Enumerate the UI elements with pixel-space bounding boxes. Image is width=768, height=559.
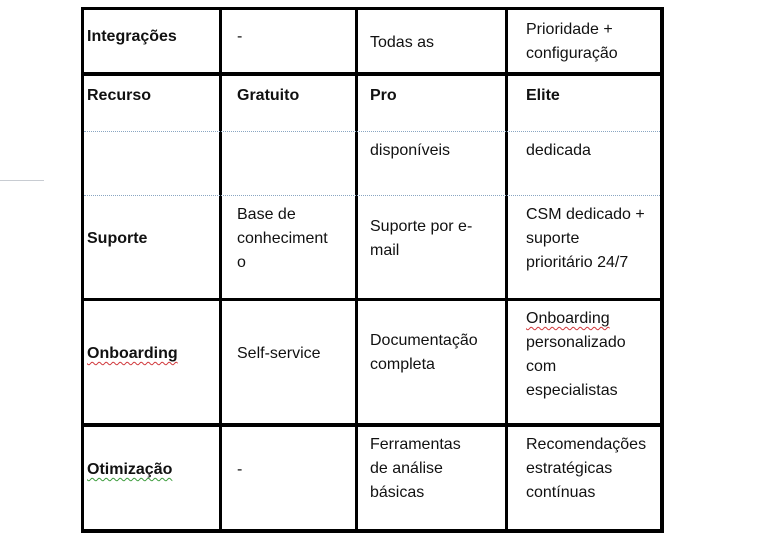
table-rule-2 <box>81 298 664 301</box>
cell-line: Prioridade + <box>526 21 613 38</box>
cell-otimizacao-elite <box>526 433 646 505</box>
header-recurso: Recurso <box>87 87 152 104</box>
cell-line: Base de <box>237 206 296 223</box>
cell-line: configuração <box>526 45 618 62</box>
cell-line: de análise <box>370 460 443 477</box>
table-rule-1 <box>81 72 664 76</box>
page-break-guide-2 <box>84 195 660 196</box>
cell-line: Recomendações <box>526 436 647 453</box>
table-divider-1 <box>219 7 222 533</box>
cell-onboarding-pro <box>370 329 478 377</box>
cell-line: conheciment <box>237 230 328 247</box>
cell-line: mail <box>370 242 400 259</box>
cell-suporte-elite <box>526 203 645 275</box>
table-rule-3 <box>81 423 664 427</box>
cell-integracoes-gratuito: - <box>237 28 243 45</box>
table-border-bottom <box>81 529 664 533</box>
cell-continuation-pro: disponíveis <box>370 142 451 159</box>
header-gratuito: Gratuito <box>237 87 300 104</box>
table-border-top <box>81 7 664 10</box>
cell-otimizacao-pro <box>370 433 461 505</box>
page-break-guide-1 <box>84 131 660 132</box>
cell-line: especialistas <box>526 382 618 399</box>
cell-onboarding-elite <box>526 307 626 403</box>
cell-line: básicas <box>370 484 425 501</box>
cell-line: estratégicas <box>526 460 613 477</box>
cell-line: personalizado <box>526 334 626 351</box>
cell-suporte-pro <box>370 215 486 263</box>
row-label-onboarding: Onboarding <box>87 345 178 362</box>
table-border-right <box>660 7 664 533</box>
table-divider-3 <box>505 7 508 533</box>
cell-suporte-gratuito <box>237 203 328 275</box>
cell-line: CSM dedicado + <box>526 206 645 223</box>
cell-line: o <box>237 254 246 271</box>
cell-continuation-elite: dedicada <box>526 142 591 159</box>
cell-integracoes-label: Integrações <box>87 28 177 45</box>
margin-rule <box>0 180 44 181</box>
cell-line: prioritário 24/7 <box>526 254 629 271</box>
cell-line: Self-service <box>237 345 321 362</box>
cell-onboarding-gratuito <box>237 342 321 366</box>
row-label-otimizacao: Otimização <box>87 461 173 478</box>
cell-line: Onboarding <box>526 310 610 327</box>
header-pro: Pro <box>370 87 397 104</box>
cell-line: Ferramentas <box>370 436 461 453</box>
cell-line: - <box>237 461 243 478</box>
table-border-left <box>81 7 84 533</box>
cell-line: com <box>526 358 557 375</box>
cell-integracoes-elite <box>526 18 618 66</box>
cell-line: Suporte por e- <box>370 218 473 235</box>
cell-line: Documentação <box>370 332 478 349</box>
pricing-comparison-table <box>81 7 666 533</box>
header-elite: Elite <box>526 87 560 104</box>
cell-line: suporte <box>526 230 580 247</box>
cell-otimizacao-gratuito <box>237 458 242 482</box>
row-label-suporte: Suporte <box>87 230 148 247</box>
cell-line: completa <box>370 356 435 373</box>
cell-integracoes-pro: Todas as <box>370 34 435 51</box>
table-divider-2 <box>355 7 358 533</box>
cell-line: contínuas <box>526 484 596 501</box>
